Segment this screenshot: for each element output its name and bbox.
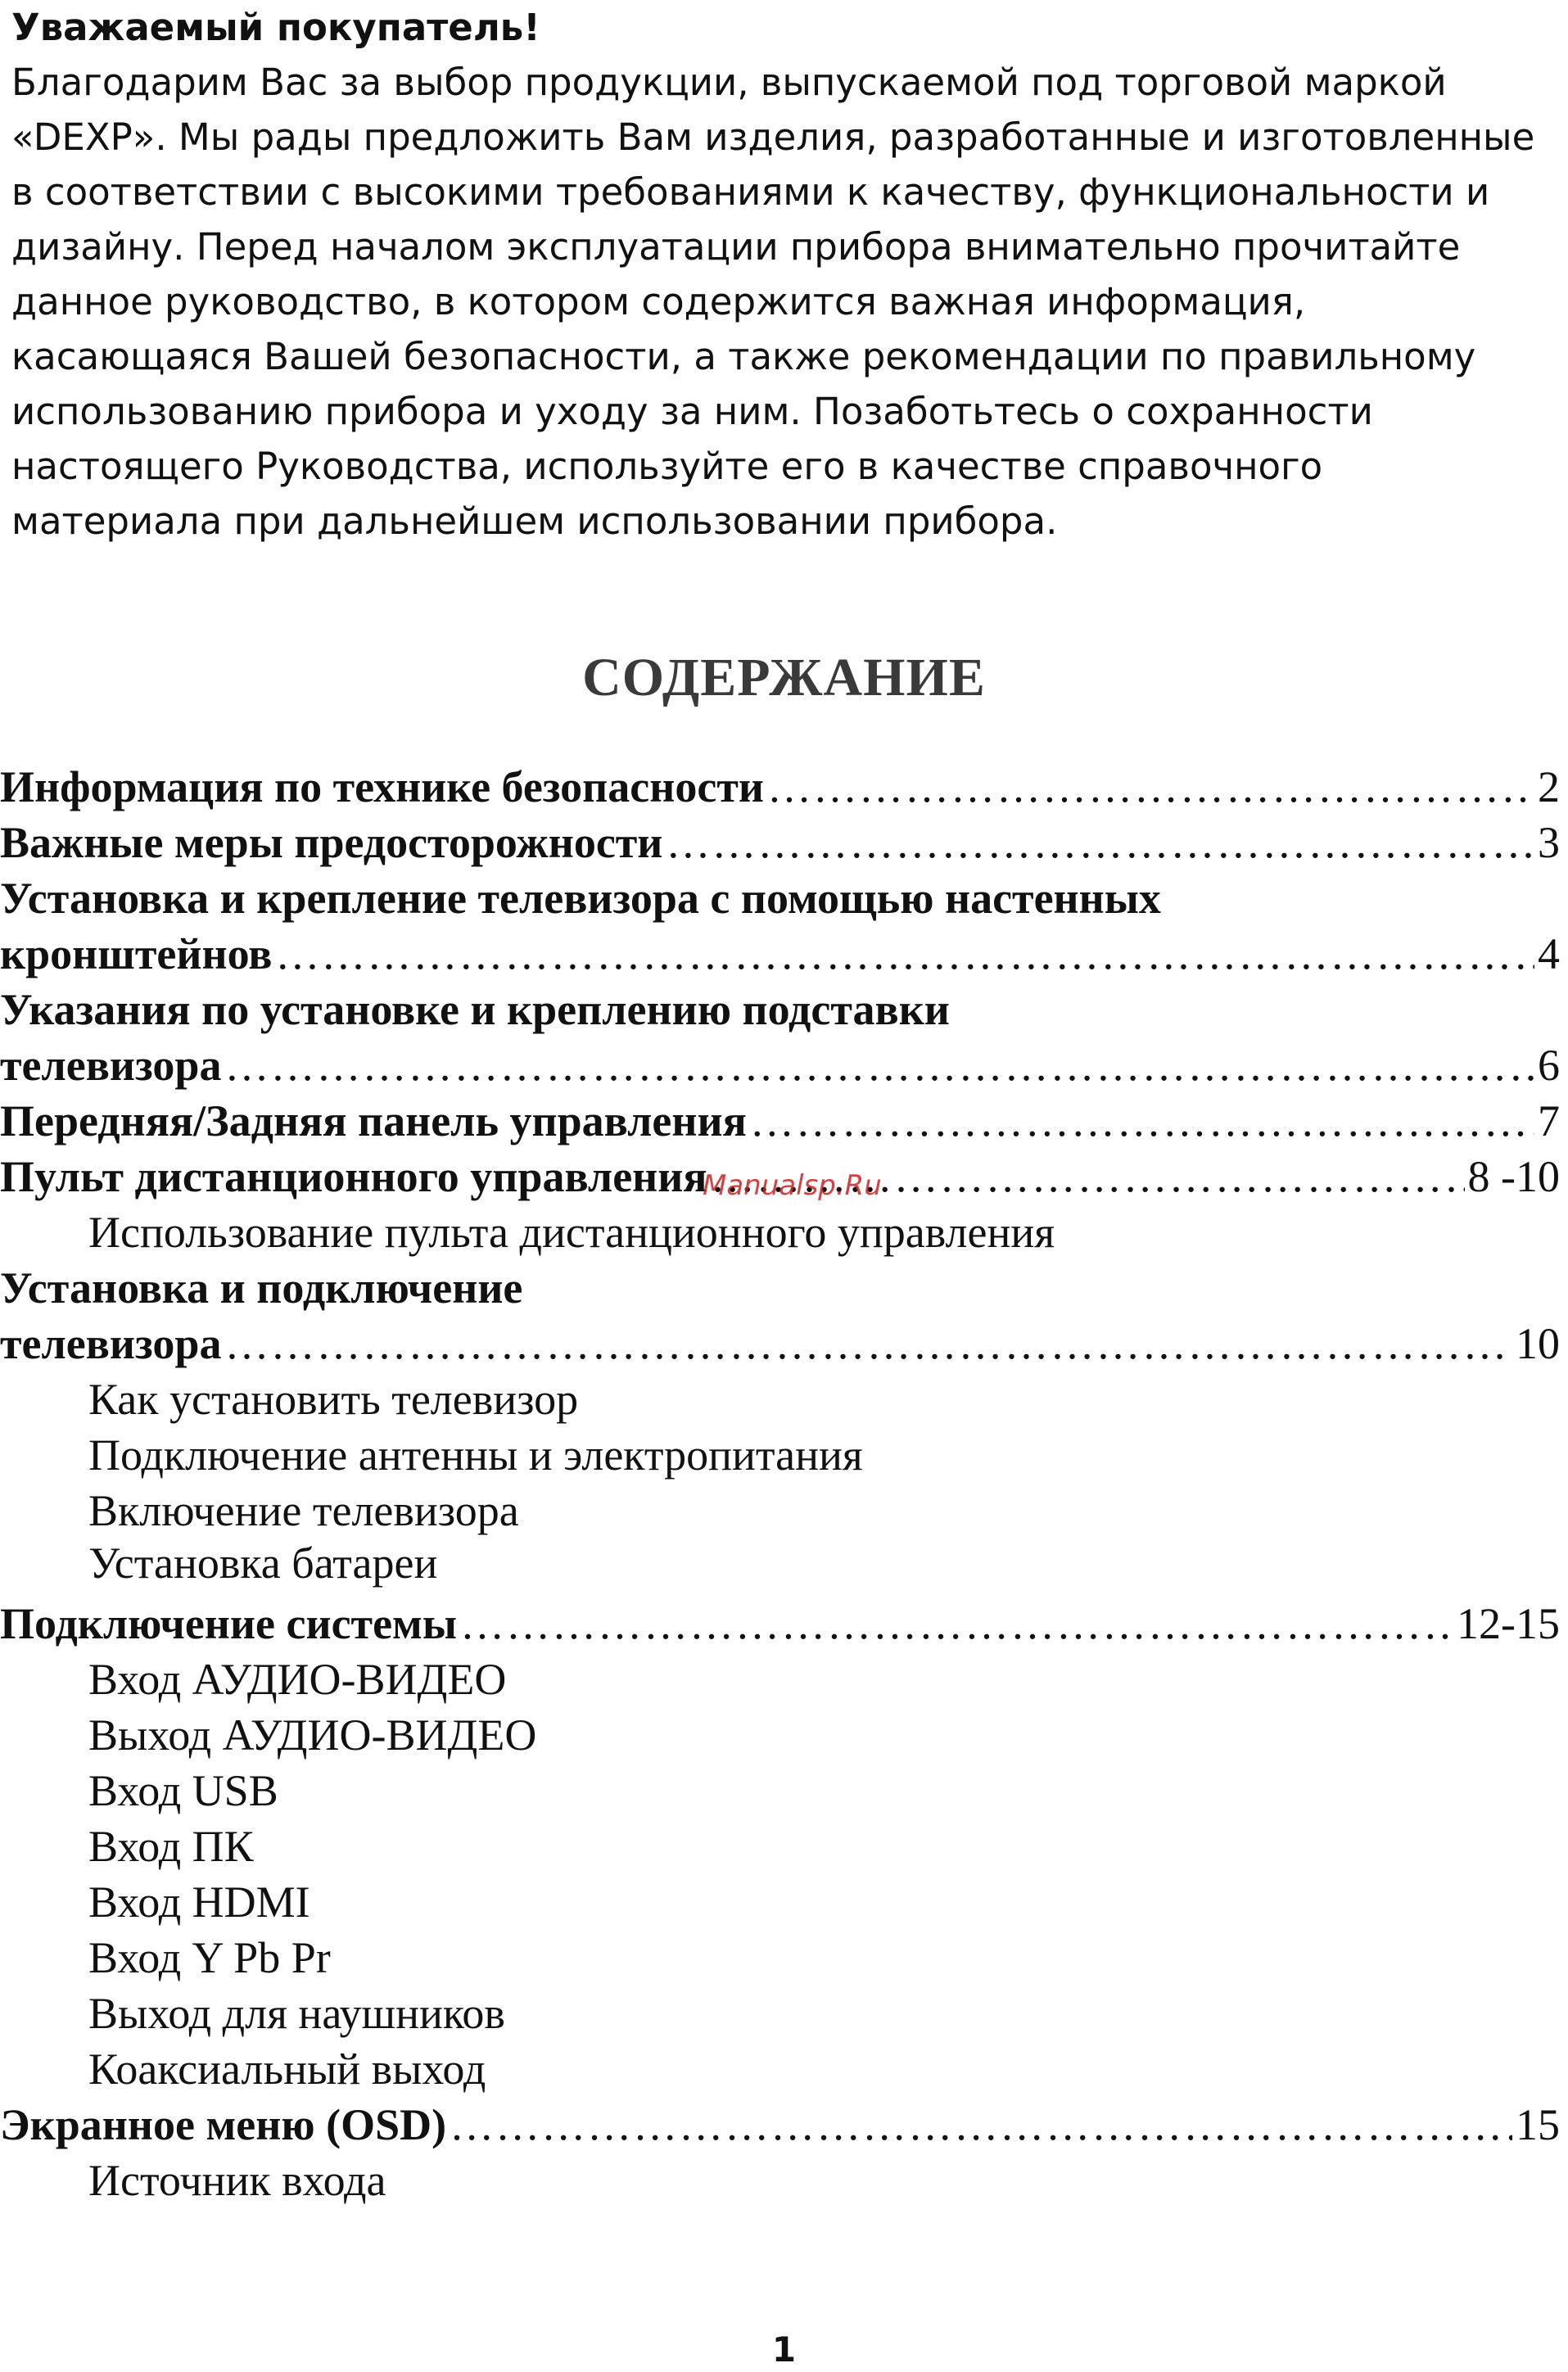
- toc-subentry: Коаксиальный выход: [88, 2044, 486, 2094]
- toc-subentry: Источник входа: [88, 2156, 386, 2205]
- toc-entry-page: 4: [1538, 929, 1560, 978]
- toc-entry: [0, 817, 1560, 871]
- toc-entry-label: телевизора: [0, 1041, 222, 1090]
- toc-entry-label: Подключение системы: [0, 1599, 457, 1648]
- leader-dots: [750, 1096, 1534, 1146]
- intro-line: «DEXP». Мы рады предложить Вам изделия, разработанные и изготовленные: [11, 115, 1535, 159]
- toc-entry-label: телевизора: [0, 1319, 222, 1368]
- toc-entry-label: Пульт дистанционного управления: [0, 1152, 707, 1201]
- toc-entry: [0, 1096, 1560, 1150]
- toc-entry-heading: Установка и подключение: [0, 1263, 523, 1313]
- intro-line: настоящего Руководства, используйте его в качестве справочного: [11, 445, 1323, 488]
- intro-line: материала при дальнейшем использовании прибора.: [11, 499, 1058, 543]
- toc-entry-page: 10: [1516, 1319, 1560, 1368]
- toc-subentry: Вход USB: [88, 1766, 278, 1815]
- toc-entry-label: Информация по технике безопасности: [0, 762, 764, 811]
- toc-subentry: Включение телевизора: [88, 1486, 519, 1535]
- intro-section: [11, 0, 1559, 549]
- toc-entry-page: 7: [1538, 1096, 1560, 1145]
- toc-entry-label: Экранное меню (OSD): [0, 2100, 447, 2149]
- toc-entry-page: 3: [1538, 818, 1560, 867]
- toc-subentry: Использование пульта дистанционного управления: [88, 1208, 1055, 1257]
- intro-line: использованию прибора и уходу за ним. Позаботьтесь о сохранности: [11, 390, 1373, 433]
- toc-subentry: Вход ПК: [88, 1822, 254, 1871]
- toc-subentry: Вход АУДИО-ВИДЕО: [88, 1655, 507, 1704]
- toc-subentry: Вход Y Pb Pr: [88, 1933, 331, 1982]
- toc-entry: [0, 928, 1560, 983]
- toc-entry-page: 6: [1538, 1041, 1560, 1090]
- toc-entry-label: Важные меры предосторожности: [0, 818, 663, 867]
- toc-entry-page: 15: [1516, 2100, 1560, 2149]
- toc-entry-heading: Установка и крепление телевизора с помощью настенных: [0, 874, 1161, 923]
- intro-line: данное руководство, в котором содержится важная информация,: [11, 280, 1306, 323]
- toc-title: СОДЕРЖАНИЕ: [582, 648, 986, 707]
- toc-entry: [0, 1318, 1560, 1372]
- leader-dots: [460, 1598, 1453, 1649]
- toc-subentry: Установка батареи: [88, 1538, 438, 1588]
- greeting: Уважаемый покупатель!: [11, 6, 540, 49]
- leader-dots: [767, 761, 1534, 812]
- toc-subentry: Выход для наушников: [88, 1989, 505, 2038]
- intro-line: Благодарим Вас за выбор продукции, выпускаемой под торговой маркой: [11, 61, 1447, 104]
- intro-line: касающаяся Вашей безопасности, а также рекомендации по правильному: [11, 335, 1476, 378]
- toc-subentry: Подключение антенны и электропитания: [88, 1430, 863, 1480]
- leader-dots: [224, 1318, 1512, 1369]
- toc-subentry: Выход АУДИО-ВИДЕО: [88, 1710, 537, 1760]
- page-number: 1: [771, 2329, 797, 2370]
- intro-line: дизайну. Перед началом эксплуатации прибора внимательно прочитайте: [11, 225, 1461, 269]
- toc-entry-label: Передняя/Задняя панель управления: [0, 1096, 747, 1145]
- toc-entry: [0, 761, 1560, 816]
- toc-entry-page: 12-15: [1457, 1599, 1560, 1648]
- toc-entry-page: 8 -10: [1467, 1152, 1560, 1201]
- toc-entry: [0, 1598, 1560, 1652]
- toc-entry-label: кронштейнов: [0, 929, 273, 978]
- toc-entry: [0, 1040, 1560, 1094]
- toc-entry: [0, 2099, 1560, 2153]
- leader-dots: [275, 928, 1534, 979]
- leader-dots: [224, 1040, 1534, 1091]
- watermark: Manualsp.Ru: [703, 1169, 882, 1202]
- leader-dots: [666, 817, 1534, 868]
- intro-line: в соответствии с высокими требованиями к качеству, функциональности и: [11, 170, 1490, 214]
- toc-entry-heading: Указания по установке и креплению подставки: [0, 985, 950, 1034]
- toc-entry-page: 2: [1538, 762, 1560, 811]
- toc-subentry: Вход HDMI: [88, 1877, 310, 1927]
- toc-subentry: Как установить телевизор: [88, 1375, 579, 1424]
- leader-dots: [450, 2099, 1512, 2150]
